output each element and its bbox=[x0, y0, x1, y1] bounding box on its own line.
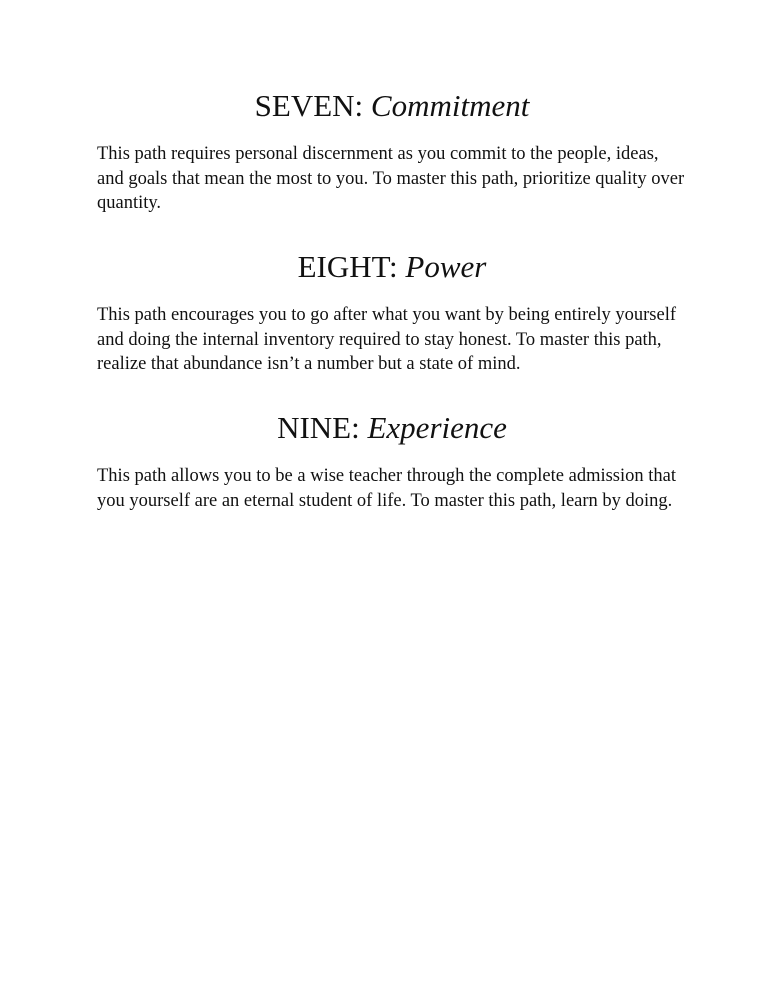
section-heading bbox=[97, 410, 687, 446]
section-nine bbox=[97, 410, 687, 513]
section-heading bbox=[97, 88, 687, 124]
section-number: SEVEN: bbox=[254, 88, 364, 123]
section-heading bbox=[97, 249, 687, 285]
section-number: EIGHT: bbox=[297, 249, 398, 284]
section-text: This path allows you to be a wise teacher through the complete admission that you yourself are an eternal student of life. To master this path, learn by doing. bbox=[97, 466, 677, 511]
section-number: NINE: bbox=[277, 410, 360, 445]
section-seven bbox=[97, 88, 687, 216]
section-title: Power bbox=[405, 249, 487, 284]
section-title: Experience bbox=[367, 410, 507, 445]
section-text: This path requires personal discernment as you commit to the people, ideas, and goals that mean the most to you. To master this path, prioritize quality over quantity. bbox=[97, 144, 685, 213]
section-text: This path encourages you to go after what you want by being entirely yourself and doing the internal inventory required to stay honest. To master this path, realize that abundance isn’t a number but a state of mind. bbox=[97, 305, 676, 374]
section-title: Commitment bbox=[370, 88, 530, 123]
section-eight bbox=[97, 249, 687, 377]
